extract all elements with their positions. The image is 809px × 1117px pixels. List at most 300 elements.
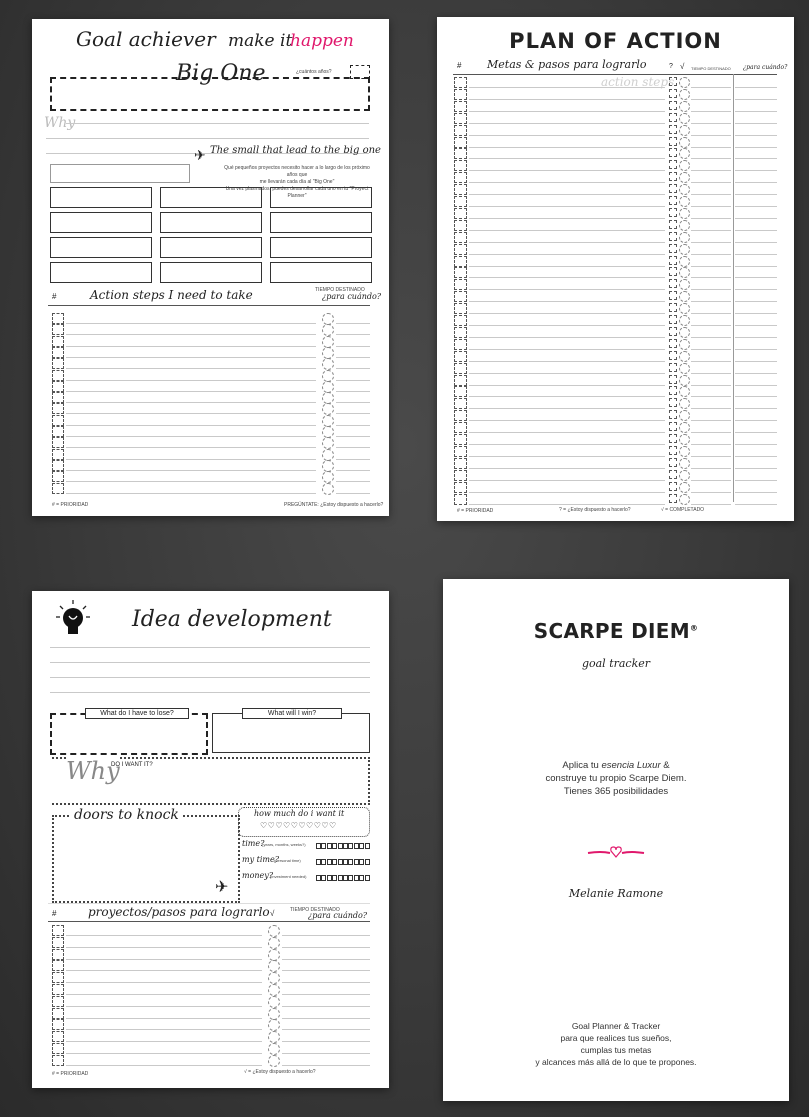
meter-segment[interactable]: [332, 875, 337, 881]
meter-segment[interactable]: [338, 859, 343, 865]
goal-step-line[interactable]: [469, 313, 665, 314]
completed-circle[interactable]: [679, 220, 690, 231]
willing-checkbox[interactable]: [669, 386, 677, 395]
big-one-input[interactable]: [50, 77, 370, 111]
goal-step-line[interactable]: [469, 480, 665, 481]
time-line[interactable]: [691, 99, 731, 100]
time-line[interactable]: [691, 158, 731, 159]
goal-step-line[interactable]: [469, 504, 665, 505]
priority-box[interactable]: [454, 386, 467, 397]
time-circle[interactable]: [322, 324, 334, 336]
priority-box[interactable]: [52, 449, 64, 460]
willing-checkbox[interactable]: [669, 327, 677, 336]
deadline-line[interactable]: [735, 194, 777, 195]
deadline-line[interactable]: [735, 182, 777, 183]
goal-step-line[interactable]: [469, 266, 665, 267]
willing-checkbox[interactable]: [669, 196, 677, 205]
time-line[interactable]: [691, 218, 731, 219]
deadline-line[interactable]: [336, 413, 370, 414]
time-line[interactable]: [691, 444, 731, 445]
time-line[interactable]: [691, 111, 731, 112]
priority-box[interactable]: [454, 339, 467, 350]
goal-step-line[interactable]: [469, 194, 665, 195]
completed-circle[interactable]: [679, 351, 690, 362]
time-line[interactable]: [691, 349, 731, 350]
time-line[interactable]: [691, 373, 731, 374]
priority-box[interactable]: [454, 184, 467, 195]
time-circle[interactable]: [322, 403, 334, 415]
project-step-line[interactable]: [66, 1053, 262, 1054]
willing-checkbox[interactable]: [669, 137, 677, 146]
priority-box[interactable]: [52, 996, 64, 1007]
project-step-line[interactable]: [66, 1041, 262, 1042]
deadline-line[interactable]: [735, 301, 777, 302]
action-step-line[interactable]: [66, 391, 316, 392]
priority-box[interactable]: [52, 392, 64, 403]
goal-step-line[interactable]: [469, 432, 665, 433]
meter-segment[interactable]: [316, 843, 321, 849]
completed-circle[interactable]: [679, 470, 690, 481]
willing-circle[interactable]: [268, 937, 280, 949]
priority-box[interactable]: [52, 347, 64, 358]
time-line[interactable]: [691, 325, 731, 326]
willing-checkbox[interactable]: [669, 351, 677, 360]
time-line[interactable]: [691, 432, 731, 433]
willing-checkbox[interactable]: [669, 220, 677, 229]
meter-segment[interactable]: [354, 875, 359, 881]
priority-box[interactable]: [52, 1008, 64, 1019]
willing-circle[interactable]: [268, 960, 280, 972]
idea-note-line[interactable]: [50, 677, 370, 678]
priority-box[interactable]: [454, 279, 467, 290]
time-circle[interactable]: [322, 471, 334, 483]
meter-segment[interactable]: [365, 843, 370, 849]
priority-box[interactable]: [52, 460, 64, 471]
goal-step-line[interactable]: [469, 254, 665, 255]
time-circle[interactable]: [322, 415, 334, 427]
completed-circle[interactable]: [679, 160, 690, 171]
completed-circle[interactable]: [679, 291, 690, 302]
idea-note-line[interactable]: [50, 692, 370, 693]
idea-note-line[interactable]: [50, 647, 370, 648]
time-line[interactable]: [282, 970, 370, 971]
completed-circle[interactable]: [679, 375, 690, 386]
priority-box[interactable]: [454, 101, 467, 112]
priority-box[interactable]: [454, 172, 467, 183]
deadline-line[interactable]: [336, 391, 370, 392]
deadline-line[interactable]: [336, 346, 370, 347]
doors-box[interactable]: [52, 815, 240, 903]
action-step-line[interactable]: [66, 436, 316, 437]
meter-segment[interactable]: [365, 859, 370, 865]
completed-circle[interactable]: [679, 398, 690, 409]
goal-step-line[interactable]: [469, 349, 665, 350]
priority-box[interactable]: [52, 437, 64, 448]
willing-circle[interactable]: [268, 949, 280, 961]
willing-checkbox[interactable]: [669, 422, 677, 431]
action-step-line[interactable]: [66, 447, 316, 448]
deadline-line[interactable]: [336, 470, 370, 471]
goal-step-line[interactable]: [469, 444, 665, 445]
time-circle[interactable]: [322, 347, 334, 359]
willing-circle[interactable]: [268, 1055, 280, 1067]
meter-segment[interactable]: [327, 843, 332, 849]
deadline-line[interactable]: [735, 277, 777, 278]
deadline-line[interactable]: [336, 334, 370, 335]
deadline-line[interactable]: [735, 337, 777, 338]
willing-circle[interactable]: [268, 984, 280, 996]
completed-circle[interactable]: [679, 410, 690, 421]
completed-circle[interactable]: [679, 113, 690, 124]
willing-checkbox[interactable]: [669, 267, 677, 276]
priority-box[interactable]: [454, 244, 467, 255]
deadline-line[interactable]: [336, 436, 370, 437]
deadline-line[interactable]: [735, 325, 777, 326]
meter-segment[interactable]: [316, 859, 321, 865]
small-project-box[interactable]: [270, 212, 372, 233]
goal-step-line[interactable]: [469, 206, 665, 207]
priority-box[interactable]: [52, 336, 64, 347]
goal-step-line[interactable]: [469, 301, 665, 302]
priority-box[interactable]: [52, 1055, 64, 1066]
goal-step-line[interactable]: [469, 218, 665, 219]
meter-segment[interactable]: [348, 843, 353, 849]
completed-circle[interactable]: [679, 208, 690, 219]
meter-segment[interactable]: [327, 859, 332, 865]
willing-checkbox[interactable]: [669, 363, 677, 372]
small-project-box[interactable]: [160, 237, 262, 258]
priority-box[interactable]: [52, 324, 64, 335]
completed-circle[interactable]: [679, 279, 690, 290]
goal-step-line[interactable]: [469, 408, 665, 409]
deadline-line[interactable]: [735, 408, 777, 409]
goal-step-line[interactable]: [469, 230, 665, 231]
deadline-line[interactable]: [735, 313, 777, 314]
meter-segment[interactable]: [332, 859, 337, 865]
completed-circle[interactable]: [679, 458, 690, 469]
deadline-line[interactable]: [735, 135, 777, 136]
small-project-box[interactable]: [270, 262, 372, 283]
time-line[interactable]: [282, 1041, 370, 1042]
willing-checkbox[interactable]: [669, 77, 677, 86]
small-project-box[interactable]: [50, 187, 152, 208]
completed-circle[interactable]: [679, 315, 690, 326]
completed-circle[interactable]: [679, 244, 690, 255]
willing-checkbox[interactable]: [669, 315, 677, 324]
time-line[interactable]: [691, 87, 731, 88]
priority-box[interactable]: [454, 256, 467, 267]
time-line[interactable]: [691, 242, 731, 243]
priority-box[interactable]: [454, 410, 467, 421]
meter-segment[interactable]: [359, 843, 364, 849]
deadline-line[interactable]: [735, 147, 777, 148]
time-line[interactable]: [691, 194, 731, 195]
goal-step-line[interactable]: [469, 325, 665, 326]
completed-circle[interactable]: [679, 148, 690, 159]
deadline-line[interactable]: [735, 385, 777, 386]
project-step-line[interactable]: [66, 994, 262, 995]
time-line[interactable]: [691, 337, 731, 338]
deadline-line[interactable]: [735, 170, 777, 171]
deadline-line[interactable]: [336, 323, 370, 324]
goal-step-line[interactable]: [469, 468, 665, 469]
deadline-line[interactable]: [735, 230, 777, 231]
priority-box[interactable]: [52, 1019, 64, 1030]
why-line-1[interactable]: [66, 123, 369, 124]
deadline-line[interactable]: [336, 368, 370, 369]
priority-box[interactable]: [52, 972, 64, 983]
goal-step-line[interactable]: [469, 396, 665, 397]
meter-segment[interactable]: [316, 875, 321, 881]
time-circle[interactable]: [322, 426, 334, 438]
small-project-box[interactable]: [50, 262, 152, 283]
small-project-box[interactable]: [50, 237, 152, 258]
goal-step-line[interactable]: [469, 135, 665, 136]
deadline-line[interactable]: [735, 87, 777, 88]
deadline-line[interactable]: [336, 425, 370, 426]
meter-segment[interactable]: [359, 859, 364, 865]
time-line[interactable]: [282, 994, 370, 995]
action-step-line[interactable]: [66, 493, 316, 494]
time-line[interactable]: [282, 1018, 370, 1019]
goal-step-line[interactable]: [469, 492, 665, 493]
time-line[interactable]: [691, 147, 731, 148]
completed-circle[interactable]: [679, 482, 690, 493]
project-step-line[interactable]: [66, 947, 262, 948]
priority-box[interactable]: [52, 426, 64, 437]
goal-step-line[interactable]: [469, 170, 665, 171]
priority-box[interactable]: [454, 458, 467, 469]
meter-segment[interactable]: [354, 843, 359, 849]
small-project-box[interactable]: [270, 237, 372, 258]
priority-box[interactable]: [454, 470, 467, 481]
goal-step-line[interactable]: [469, 277, 665, 278]
deadline-line[interactable]: [735, 361, 777, 362]
action-step-line[interactable]: [66, 402, 316, 403]
time-circle[interactable]: [322, 460, 334, 472]
priority-box[interactable]: [454, 482, 467, 493]
willing-checkbox[interactable]: [669, 434, 677, 443]
action-step-line[interactable]: [66, 459, 316, 460]
priority-box[interactable]: [454, 137, 467, 148]
willing-circle[interactable]: [268, 996, 280, 1008]
completed-circle[interactable]: [679, 446, 690, 457]
deadline-line[interactable]: [735, 468, 777, 469]
time-line[interactable]: [691, 301, 731, 302]
willing-checkbox[interactable]: [669, 125, 677, 134]
goal-step-line[interactable]: [469, 87, 665, 88]
priority-box[interactable]: [52, 358, 64, 369]
time-circle[interactable]: [322, 381, 334, 393]
priority-box[interactable]: [52, 1031, 64, 1042]
action-step-line[interactable]: [66, 368, 316, 369]
deadline-line[interactable]: [735, 242, 777, 243]
goal-step-line[interactable]: [469, 373, 665, 374]
goal-step-line[interactable]: [469, 123, 665, 124]
willing-checkbox[interactable]: [669, 482, 677, 491]
priority-box[interactable]: [454, 363, 467, 374]
goal-step-line[interactable]: [469, 99, 665, 100]
completed-circle[interactable]: [679, 303, 690, 314]
completed-circle[interactable]: [679, 137, 690, 148]
time-line[interactable]: [691, 123, 731, 124]
completed-circle[interactable]: [679, 77, 690, 88]
completed-circle[interactable]: [679, 172, 690, 183]
idea-note-line[interactable]: [50, 662, 370, 663]
goal-step-line[interactable]: [469, 289, 665, 290]
priority-box[interactable]: [52, 949, 64, 960]
time-line[interactable]: [691, 504, 731, 505]
priority-box[interactable]: [454, 148, 467, 159]
time-line[interactable]: [691, 480, 731, 481]
time-circle[interactable]: [322, 392, 334, 404]
priority-box[interactable]: [52, 984, 64, 995]
willing-checkbox[interactable]: [669, 244, 677, 253]
deadline-line[interactable]: [735, 206, 777, 207]
completed-circle[interactable]: [679, 363, 690, 374]
deadline-line[interactable]: [336, 357, 370, 358]
meter-segment[interactable]: [338, 843, 343, 849]
priority-box[interactable]: [454, 434, 467, 445]
goal-step-line[interactable]: [469, 158, 665, 159]
priority-box[interactable]: [454, 327, 467, 338]
deadline-line[interactable]: [735, 111, 777, 112]
willing-checkbox[interactable]: [669, 160, 677, 169]
time-line[interactable]: [691, 254, 731, 255]
goal-step-line[interactable]: [469, 111, 665, 112]
action-step-line[interactable]: [66, 413, 316, 414]
time-circle[interactable]: [322, 449, 334, 461]
action-step-line[interactable]: [66, 470, 316, 471]
willing-circle[interactable]: [268, 1031, 280, 1043]
completed-circle[interactable]: [679, 339, 690, 350]
small-project-box[interactable]: [50, 212, 152, 233]
deadline-line[interactable]: [735, 420, 777, 421]
meter-segment[interactable]: [354, 859, 359, 865]
priority-box[interactable]: [454, 89, 467, 100]
priority-box[interactable]: [454, 398, 467, 409]
willing-checkbox[interactable]: [669, 494, 677, 503]
deadline-line[interactable]: [336, 447, 370, 448]
time-line[interactable]: [691, 468, 731, 469]
deadline-line[interactable]: [336, 380, 370, 381]
completed-circle[interactable]: [679, 101, 690, 112]
priority-box[interactable]: [454, 422, 467, 433]
meter-boxes[interactable]: [316, 843, 370, 849]
priority-box[interactable]: [454, 291, 467, 302]
priority-box[interactable]: [454, 232, 467, 243]
priority-box[interactable]: [454, 494, 467, 505]
deadline-line[interactable]: [735, 289, 777, 290]
time-line[interactable]: [691, 396, 731, 397]
meter-boxes[interactable]: [316, 859, 370, 865]
completed-circle[interactable]: [679, 494, 690, 505]
small-project-box[interactable]: [160, 212, 262, 233]
completed-circle[interactable]: [679, 125, 690, 136]
deadline-line[interactable]: [735, 158, 777, 159]
deadline-line[interactable]: [735, 373, 777, 374]
win-box[interactable]: [212, 713, 370, 753]
deadline-line[interactable]: [336, 481, 370, 482]
time-line[interactable]: [691, 230, 731, 231]
time-line[interactable]: [282, 1029, 370, 1030]
willing-checkbox[interactable]: [669, 148, 677, 157]
time-line[interactable]: [282, 1065, 370, 1066]
willing-checkbox[interactable]: [669, 339, 677, 348]
project-step-line[interactable]: [66, 1006, 262, 1007]
priority-box[interactable]: [52, 381, 64, 392]
meter-segment[interactable]: [332, 843, 337, 849]
completed-circle[interactable]: [679, 184, 690, 195]
lose-box[interactable]: [50, 713, 208, 755]
why-line-2[interactable]: [46, 138, 369, 139]
time-circle[interactable]: [322, 483, 334, 495]
willing-checkbox[interactable]: [669, 256, 677, 265]
priority-box[interactable]: [454, 446, 467, 457]
meter-segment[interactable]: [343, 859, 348, 865]
deadline-line[interactable]: [735, 396, 777, 397]
goal-step-line[interactable]: [469, 147, 665, 148]
time-line[interactable]: [691, 361, 731, 362]
willing-checkbox[interactable]: [669, 101, 677, 110]
priority-box[interactable]: [454, 125, 467, 136]
completed-circle[interactable]: [679, 327, 690, 338]
time-line[interactable]: [282, 1053, 370, 1054]
priority-box[interactable]: [454, 220, 467, 231]
time-circle[interactable]: [322, 358, 334, 370]
action-step-line[interactable]: [66, 357, 316, 358]
meter-segment[interactable]: [365, 875, 370, 881]
priority-box[interactable]: [454, 113, 467, 124]
meter-segment[interactable]: [327, 875, 332, 881]
meter-boxes[interactable]: [316, 875, 370, 881]
willing-checkbox[interactable]: [669, 303, 677, 312]
priority-box[interactable]: [52, 937, 64, 948]
priority-box[interactable]: [52, 471, 64, 482]
meter-segment[interactable]: [321, 843, 326, 849]
time-line[interactable]: [691, 170, 731, 171]
willing-checkbox[interactable]: [669, 184, 677, 193]
deadline-line[interactable]: [336, 493, 370, 494]
meter-segment[interactable]: [343, 843, 348, 849]
goal-step-line[interactable]: [469, 182, 665, 183]
willing-checkbox[interactable]: [669, 89, 677, 98]
deadline-line[interactable]: [336, 459, 370, 460]
action-step-line[interactable]: [66, 323, 316, 324]
deadline-line[interactable]: [735, 99, 777, 100]
willing-circle[interactable]: [268, 1008, 280, 1020]
project-step-line[interactable]: [66, 1029, 262, 1030]
time-circle[interactable]: [322, 336, 334, 348]
priority-box[interactable]: [52, 370, 64, 381]
time-line[interactable]: [282, 959, 370, 960]
completed-circle[interactable]: [679, 232, 690, 243]
time-line[interactable]: [282, 947, 370, 948]
project-step-line[interactable]: [66, 970, 262, 971]
priority-box[interactable]: [52, 415, 64, 426]
deadline-line[interactable]: [735, 504, 777, 505]
time-line[interactable]: [691, 266, 731, 267]
meter-segment[interactable]: [321, 859, 326, 865]
time-line[interactable]: [282, 935, 370, 936]
deadline-line[interactable]: [735, 349, 777, 350]
time-line[interactable]: [691, 313, 731, 314]
meter-segment[interactable]: [321, 875, 326, 881]
small-project-box[interactable]: [270, 187, 372, 208]
project-step-line[interactable]: [66, 959, 262, 960]
priority-box[interactable]: [454, 77, 467, 88]
project-step-line[interactable]: [66, 1065, 262, 1066]
